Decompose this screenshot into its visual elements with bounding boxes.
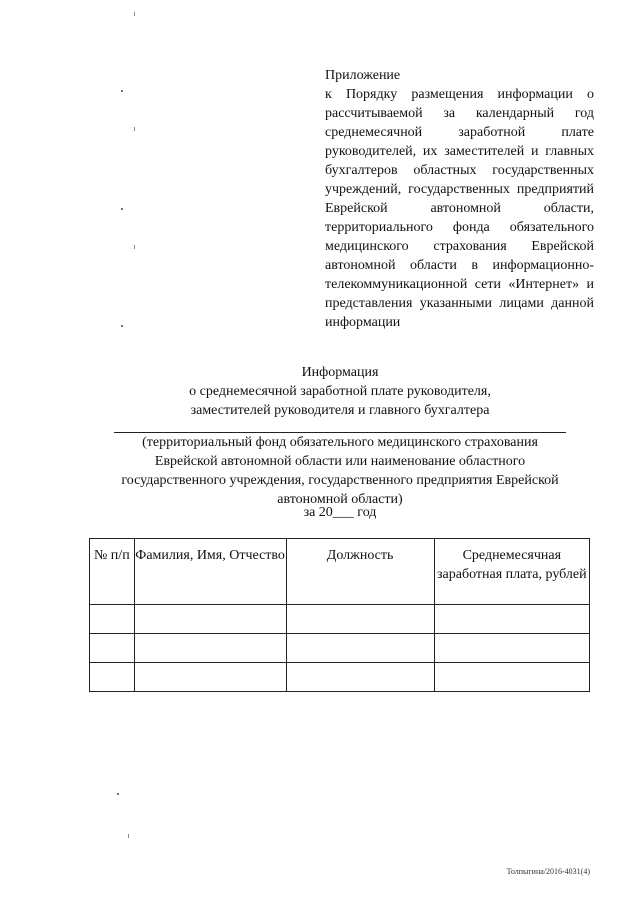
org-line-4: автономной области): [277, 492, 403, 507]
org-line-3: государственного учреждения, государственного предприятия Еврейской: [121, 473, 559, 488]
title-line-1: Информация: [301, 365, 379, 380]
table-cell[interactable]: [286, 663, 434, 692]
year-label: за 20___ год: [303, 505, 377, 520]
salary-table: [89, 538, 590, 692]
table-row: [90, 605, 590, 634]
scan-dot: [121, 90, 123, 92]
scan-mark: [128, 834, 129, 838]
org-description: [90, 433, 590, 509]
table-header-row: [90, 539, 590, 605]
table-row: [90, 663, 590, 692]
scan-dot: [121, 208, 123, 210]
appendix-heading: Приложение: [325, 68, 401, 83]
appendix-note: [325, 66, 594, 332]
table-cell[interactable]: [434, 663, 589, 692]
table-cell[interactable]: [286, 605, 434, 634]
scan-mark: [134, 245, 135, 249]
table-cell[interactable]: [286, 634, 434, 663]
header-number: № п/п: [90, 539, 135, 605]
scan-mark: [134, 127, 135, 131]
title-line-2: о среднемесячной заработной плате руководителя,: [189, 384, 491, 399]
table-cell[interactable]: [134, 663, 286, 692]
header-full-name: Фамилия, Имя, Отчество: [134, 539, 286, 605]
appendix-text: к Порядку размещения информации о рассчитываемой за календарный год среднемесячной заработной плате руководителей, их заместителей и главных бухгалтеров областных государственных учреждений, государственных предприятий Еврейской автономной области, территориального фонда обязательного медицинского страхования Еврейской автономной области в информационно-телекоммуникационной сети «Интернет» и представления указанными лицами данной информации: [325, 87, 594, 330]
scan-dot: [121, 325, 123, 327]
table-row: [90, 634, 590, 663]
table-cell[interactable]: [90, 663, 135, 692]
document-footer-code: Толпыгина/2016-4031(4): [506, 867, 590, 876]
table-cell[interactable]: [434, 605, 589, 634]
header-position: Должность: [286, 539, 434, 605]
document-title: [90, 363, 590, 420]
header-salary: Среднемесячная заработная плата, рублей: [434, 539, 589, 605]
scan-dot: [117, 793, 119, 795]
scan-mark: [134, 12, 135, 16]
table-cell[interactable]: [90, 605, 135, 634]
org-line-1: (территориальный фонд обязательного медицинского страхования: [142, 435, 538, 450]
table-cell[interactable]: [134, 634, 286, 663]
table-cell[interactable]: [134, 605, 286, 634]
org-line-2: Еврейской автономной области или наименование областного: [154, 454, 526, 469]
table-cell[interactable]: [90, 634, 135, 663]
table-cell[interactable]: [434, 634, 589, 663]
title-line-3: заместителей руководителя и главного бухгалтера: [190, 403, 490, 418]
